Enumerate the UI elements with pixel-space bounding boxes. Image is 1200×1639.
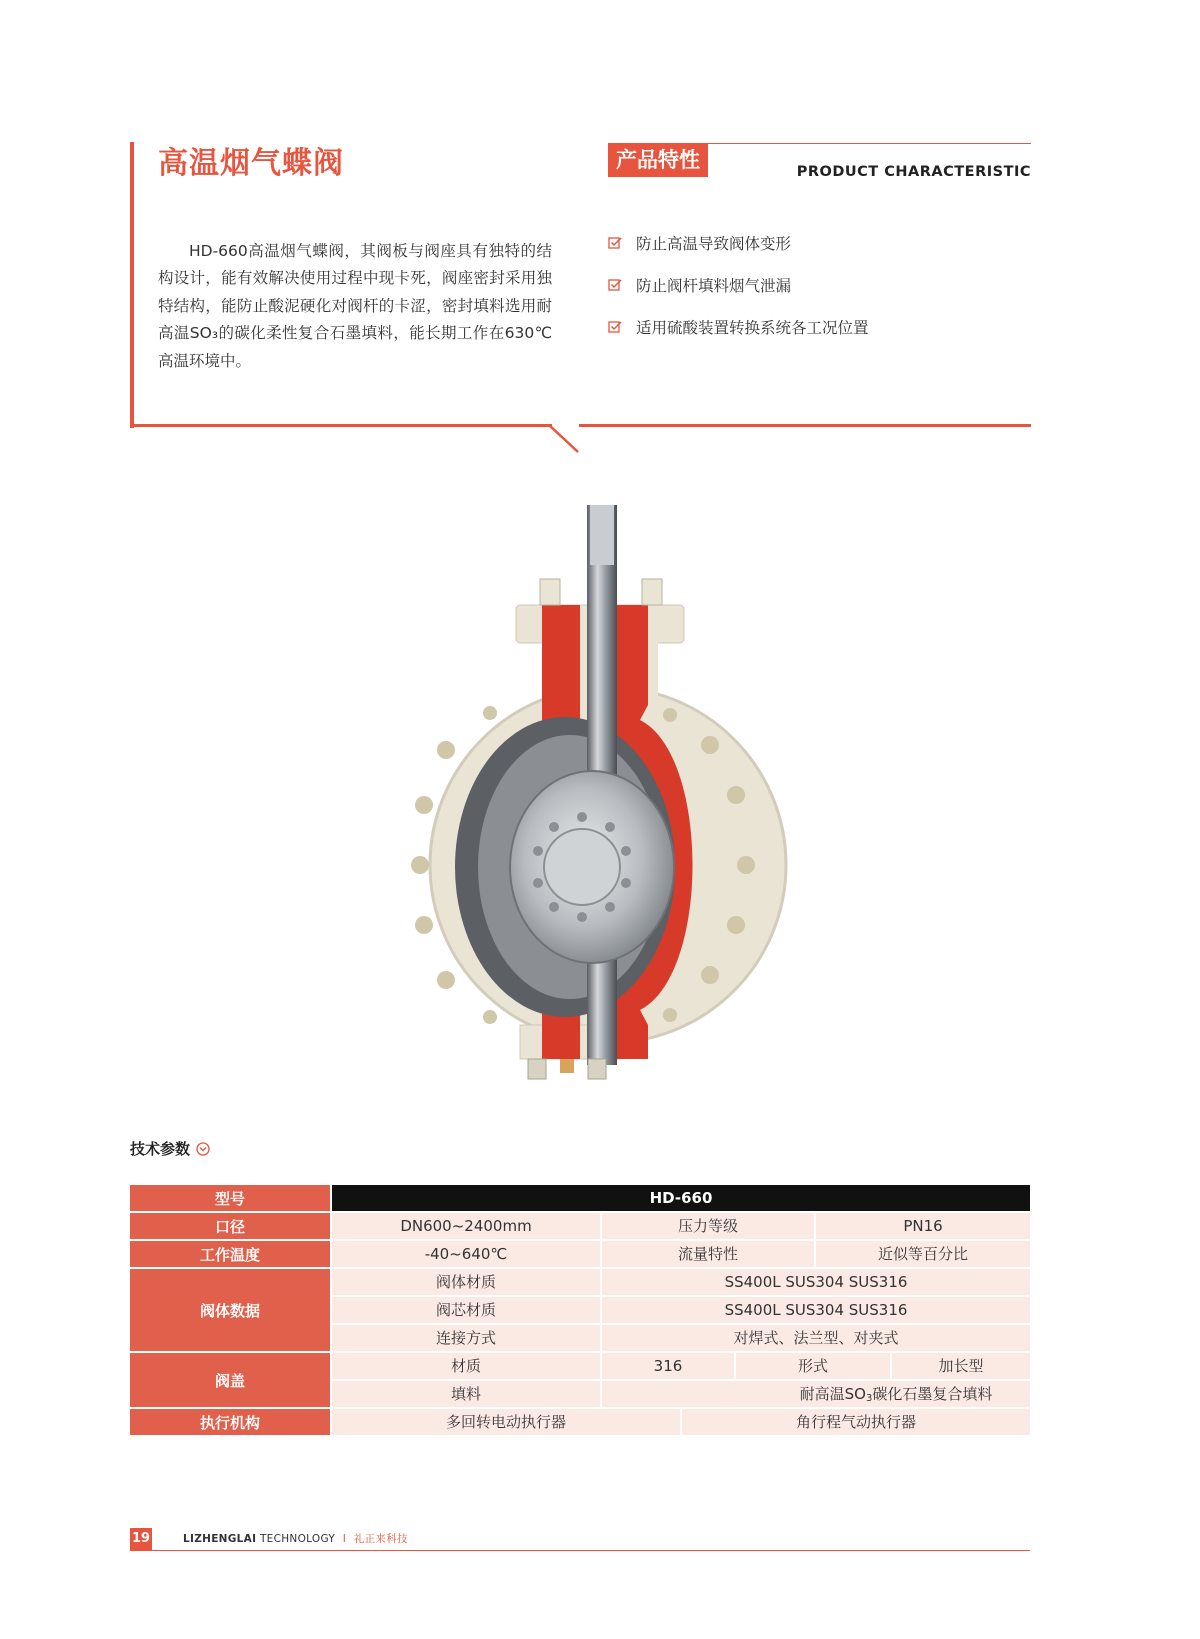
check-box-icon xyxy=(608,320,622,334)
spec-row-temp xyxy=(130,1241,1030,1267)
footer-company-cn: 礼正来科技 xyxy=(353,1533,408,1545)
left-accent-rule xyxy=(130,142,134,428)
flow-label: 流量特性 xyxy=(602,1241,814,1267)
packing-value-sub: 3 xyxy=(865,1393,873,1404)
page-number: 19 xyxy=(130,1528,152,1550)
spec-label: 阀体数据 xyxy=(130,1269,330,1351)
features-tag: 产品特性 xyxy=(608,144,708,177)
core-material-value: SS400L SUS304 SUS316 xyxy=(602,1297,1030,1323)
footer-brand-suffix: TECHNOLOGY xyxy=(259,1533,336,1545)
connection-value: 对焊式、法兰型、对夹式 xyxy=(602,1325,1030,1351)
packing-value-post: 碳化石墨复合填料 xyxy=(872,1385,993,1403)
header-bottom-rule-right xyxy=(579,424,1031,427)
packing-value xyxy=(602,1381,1030,1407)
packing-value-text xyxy=(640,1381,993,1407)
check-box-icon xyxy=(608,278,622,292)
body-material-value: SS400L SUS304 SUS316 xyxy=(602,1269,1030,1295)
flow-value: 近似等百分比 xyxy=(816,1241,1030,1267)
header-notch xyxy=(548,424,582,454)
feature-item xyxy=(608,306,869,348)
bonnet-material-label: 材质 xyxy=(332,1353,600,1379)
actuator-a: 多回转电动执行器 xyxy=(332,1409,680,1435)
product-intro: HD-660高温烟气蝶阀，其阀板与阀座具有独特的结构设计，能有效解决使用过程中现卡死，阀座密封采用独特结构，能防止酸泥硬化对阀杆的卡涩，密封填料选用耐高温SO₃的碳化柔性复合石墨填料，能长期工作在630℃高温环境中。 xyxy=(158,241,552,370)
spec-row-packing xyxy=(130,1381,1030,1407)
connection-label: 连接方式 xyxy=(332,1325,600,1351)
header-bottom-rule xyxy=(130,424,552,427)
spec-label: 型号 xyxy=(130,1185,330,1211)
features-title-en: PRODUCT CHARACTERISTIC xyxy=(796,164,1031,180)
footer-brand xyxy=(183,1531,408,1546)
spec-row-body-material xyxy=(130,1269,1030,1295)
model-value: HD-660 xyxy=(332,1185,1030,1211)
feature-text: 防止高温导致阀体变形 xyxy=(636,235,792,253)
specs-heading xyxy=(130,1138,210,1159)
spec-row-actuator xyxy=(130,1409,1030,1435)
bonnet-form-value: 加长型 xyxy=(892,1353,1030,1379)
footer-separator: I xyxy=(342,1533,347,1545)
pressure-value: PN16 xyxy=(816,1213,1030,1239)
spec-label: 工作温度 xyxy=(130,1241,330,1267)
spec-row-core-material xyxy=(130,1297,1030,1323)
packing-value-pre: 耐高温SO xyxy=(799,1385,866,1403)
spec-label: 执行机构 xyxy=(130,1409,330,1435)
specs-heading-text: 技术参数 xyxy=(130,1140,191,1158)
footer-brand-name: LIZHENGLAI xyxy=(183,1533,257,1545)
check-box-icon xyxy=(608,236,622,250)
valve-image xyxy=(410,505,790,1095)
pressure-label: 压力等级 xyxy=(602,1213,814,1239)
packing-label: 填料 xyxy=(332,1381,600,1407)
temp-value: -40~640℃ xyxy=(332,1241,600,1267)
feature-item xyxy=(608,264,869,306)
spec-row-bore xyxy=(130,1213,1030,1239)
feature-list xyxy=(608,222,869,348)
feature-text: 防止阀杆填料烟气泄漏 xyxy=(636,277,792,295)
actuator-b: 角行程气动执行器 xyxy=(682,1409,1030,1435)
chevron-down-circle-icon xyxy=(196,1142,210,1156)
spec-label: 阀盖 xyxy=(130,1353,330,1407)
spec-row-connection xyxy=(130,1325,1030,1351)
spec-row-bonnet-material xyxy=(130,1353,1030,1379)
feature-text: 适用硫酸装置转换系统各工况位置 xyxy=(636,319,869,337)
product-title: 高温烟气蝶阀 xyxy=(158,146,344,181)
core-material-label: 阀芯材质 xyxy=(332,1297,600,1323)
spec-label: 口径 xyxy=(130,1213,330,1239)
spec-row-model xyxy=(130,1185,1030,1211)
footer-rule xyxy=(130,1550,1030,1551)
feature-item xyxy=(608,222,869,264)
body-material-label: 阀体材质 xyxy=(332,1269,600,1295)
bore-value: DN600~2400mm xyxy=(332,1213,600,1239)
bonnet-form-label: 形式 xyxy=(736,1353,890,1379)
bonnet-material-value: 316 xyxy=(602,1353,734,1379)
